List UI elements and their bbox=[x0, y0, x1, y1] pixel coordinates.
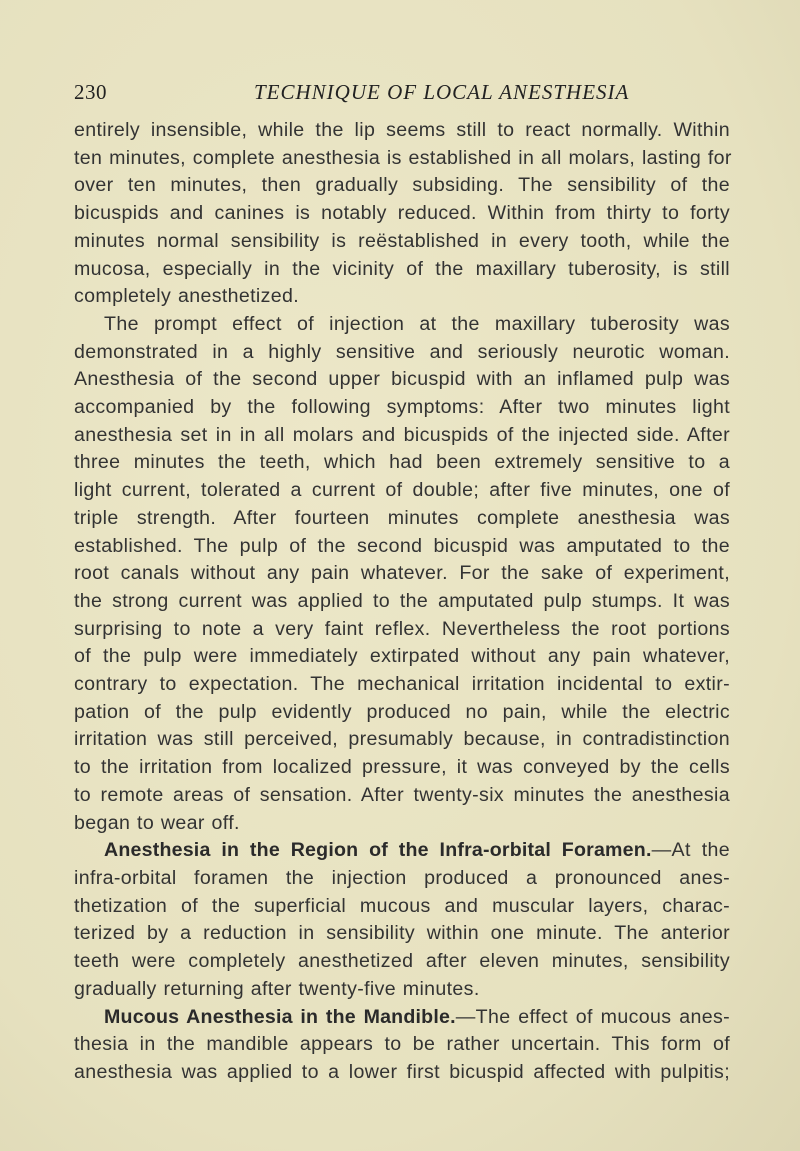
section-heading: Mucous Anesthesia in the Mandible. bbox=[104, 1005, 456, 1028]
body-text bbox=[74, 117, 730, 1087]
text-line: ten minutes, complete anesthesia is established in all molars, lasting for bbox=[74, 146, 732, 169]
text-line: began to wear off. bbox=[74, 811, 240, 834]
text-line: gradually returning after twenty-five minutes. bbox=[74, 977, 480, 1000]
text-line: anesthesia was applied to a lower first bicuspid affected with pulpitis; bbox=[74, 1060, 730, 1083]
text-line: anesthesia set in in all molars and bicuspids of the injected side. After bbox=[74, 423, 730, 446]
text-line: The prompt effect of injection at the maxillary tuberosity was bbox=[104, 312, 730, 335]
page-header bbox=[74, 80, 730, 112]
text-line: infra-orbital foramen the injection produced a pronounced anes- bbox=[74, 866, 730, 889]
text-line: of the pulp were immediately extirpated without any pain whatever, bbox=[74, 645, 730, 668]
text-line: entirely insensible, while the lip seems still to react normally. Within bbox=[74, 119, 730, 141]
text-line bbox=[74, 837, 730, 865]
text-line: pation of the pulp evidently produced no pain, while the electric bbox=[74, 700, 730, 723]
text-line: to the irritation from localized pressure, it was conveyed by the cells bbox=[74, 756, 730, 779]
text-line: irritation was still perceived, presumably because, in contradistinction bbox=[74, 728, 730, 751]
text-line: three minutes the teeth, which had been extremely sensitive to a bbox=[74, 451, 730, 474]
section-heading: Anesthesia in the Region of the Infra-orbital Foramen. bbox=[104, 839, 652, 862]
heading-continuation: —The effect of mucous anes- bbox=[455, 1005, 730, 1028]
text-line: bicuspids and canines is notably reduced. Within from thirty to forty bbox=[74, 202, 730, 225]
text-line: over ten minutes, then gradually subsiding. The sensibility of the bbox=[74, 174, 730, 197]
text-line: thesia in the mandible appears to be rather uncertain. This form of bbox=[74, 1033, 730, 1056]
paragraph-3 bbox=[74, 837, 730, 1003]
text-line: to remote areas of sensation. After twenty-six minutes the anesthesia bbox=[74, 783, 730, 806]
text-line: triple strength. After fourteen minutes complete anesthesia was bbox=[74, 506, 730, 529]
paragraph-1 bbox=[74, 117, 730, 311]
text-line: minutes normal sensibility is reëstablished in every tooth, while the bbox=[74, 229, 730, 252]
text-line: Anesthesia of the second upper bicuspid with an inflamed pulp was bbox=[74, 368, 730, 391]
text-line bbox=[74, 1004, 730, 1032]
text-line: teeth were completely anesthetized after eleven minutes, sensibility bbox=[74, 950, 730, 973]
running-title: TECHNIQUE OF LOCAL ANESTHESIA bbox=[254, 80, 630, 104]
paragraph-4 bbox=[74, 1004, 730, 1087]
paragraph-2 bbox=[74, 311, 730, 837]
text-line: contrary to expectation. The mechanical irritation incidental to extir- bbox=[74, 673, 730, 696]
text-line: demonstrated in a highly sensitive and seriously neurotic woman. bbox=[74, 340, 730, 363]
text-line: mucosa, especially in the vicinity of the maxillary tuberosity, is still bbox=[74, 257, 730, 280]
heading-continuation: —At the bbox=[651, 839, 730, 862]
text-line: thetization of the superficial mucous and muscular layers, charac- bbox=[74, 894, 730, 917]
text-line: established. The pulp of the second bicuspid was amputated to the bbox=[74, 534, 730, 557]
text-line: root canals without any pain whatever. For the sake of experiment, bbox=[74, 562, 730, 585]
text-line: light current, tolerated a current of double; after five minutes, one of bbox=[74, 479, 730, 502]
text-line: terized by a reduction in sensibility within one minute. The anterior bbox=[74, 922, 730, 945]
page-number: 230 bbox=[74, 80, 107, 104]
text-line: accompanied by the following symptoms: After two minutes light bbox=[74, 396, 730, 419]
text-line: the strong current was applied to the amputated pulp stumps. It was bbox=[74, 589, 730, 612]
text-line: surprising to note a very faint reflex. Nevertheless the root portions bbox=[74, 617, 730, 640]
text-line: completely anesthetized. bbox=[74, 285, 300, 308]
